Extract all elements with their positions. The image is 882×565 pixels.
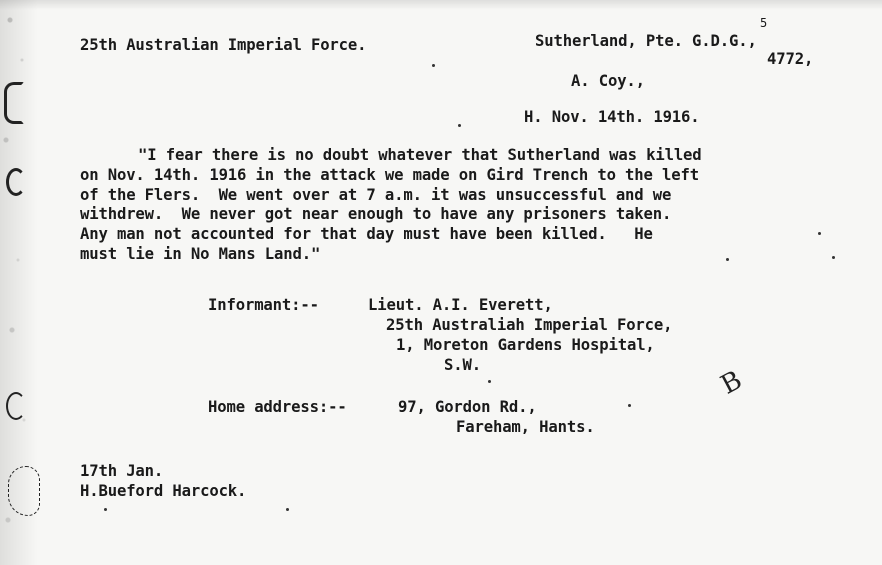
punch-hole-mark (4, 82, 24, 124)
statement-line: of the Flers. We went over at 7 a.m. it was unsuccessful and we (80, 185, 672, 204)
soldier-name: Sutherland, Pte. G.D.G., (535, 32, 757, 50)
footer-signature: H.Bueford Harcock. (80, 482, 247, 500)
incident-date: H. Nov. 14th. 1916. (524, 108, 700, 126)
speck (832, 256, 835, 259)
speck (286, 508, 289, 511)
statement-line: Any man not accounted for that day must have been killed. He (80, 225, 653, 244)
speck (458, 124, 461, 127)
speck (432, 64, 435, 67)
number-annotation: 5 (760, 16, 768, 30)
home-address-line: 97, Gordon Rd., (398, 398, 537, 416)
informant-line: 25th Australiah Imperial Force, (386, 316, 673, 334)
witness-statement (80, 146, 850, 265)
statement-line: "I fear there is no doubt whatever that Sutherland was killed (138, 146, 702, 164)
service-number: 4772, (767, 50, 814, 68)
punch-hole-mark (6, 168, 26, 196)
speck (726, 258, 729, 261)
informant-label: Informant:-- (208, 296, 319, 314)
informant-line: S.W. (444, 356, 481, 374)
statement-line: on Nov. 14th. 1916 in the attack we made on Gird Trench to the left (80, 165, 699, 184)
speck (818, 232, 821, 235)
speck (104, 508, 107, 511)
informant-line: Lieut. A.I. Everett, (368, 296, 553, 314)
footer-date: 17th Jan. (80, 462, 164, 480)
statement-line: must lie in No Mans Land." (80, 244, 321, 263)
speck (488, 380, 491, 383)
pencil-annotation: B (716, 365, 748, 401)
punch-hole-mark (6, 392, 26, 420)
informant-line: 1, Moreton Gardens Hospital, (396, 336, 655, 354)
company: A. Coy., (571, 72, 645, 90)
home-address-label: Home address:-- (208, 398, 347, 416)
scan-top-edge (0, 0, 882, 10)
punch-hole-mark (8, 466, 40, 516)
unit-heading: 25th Australian Imperial Force. (80, 36, 367, 54)
statement-line: withdrew. We never got near enough to have any prisoners taken. (80, 205, 672, 224)
speck (628, 404, 631, 407)
home-address-line: Fareham, Hants. (456, 418, 595, 436)
